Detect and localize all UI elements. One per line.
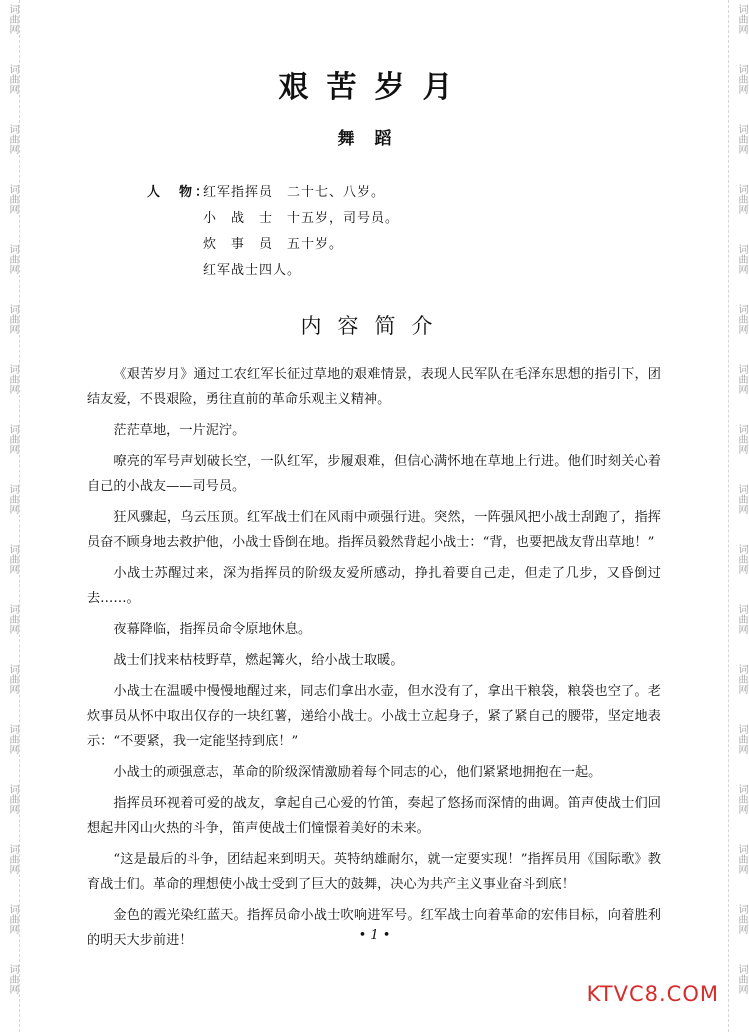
cast-entry: 红军战士四人。 bbox=[203, 263, 302, 278]
cast-entry: 红军指挥员 二十七、八岁。 bbox=[203, 185, 386, 200]
watermark-mark: 词曲网 bbox=[736, 604, 747, 634]
paragraph: 小战士在温暖中慢慢地醒过来，同志们拿出水壶，但水没有了，拿出干粮袋，粮袋也空了。老炊事员从怀中取出仅存的一块红薯，递给小战士。小战士立起身子，紧了紧自己的腰带，坚定地表示：“不要紧，我一定能坚持到底！” bbox=[87, 684, 661, 749]
watermark-mark: 词曲网 bbox=[736, 784, 747, 814]
paragraph: 茫茫草地，一片泥泞。 bbox=[113, 423, 246, 438]
watermark-mark: 词曲网 bbox=[7, 964, 18, 994]
watermark-mark: 词曲网 bbox=[736, 664, 747, 694]
cast-list bbox=[147, 180, 607, 284]
cast-row bbox=[147, 180, 607, 206]
watermark-mark: 词曲网 bbox=[7, 844, 18, 874]
watermark-mark: 词曲网 bbox=[7, 124, 18, 154]
watermark-mark: 词曲网 bbox=[7, 4, 18, 34]
watermark-mark: 词曲网 bbox=[736, 364, 747, 394]
watermark-mark: 词曲网 bbox=[736, 544, 747, 574]
cast-entry: 小 战 士 十五岁，司号员。 bbox=[203, 211, 400, 226]
left-margin-line bbox=[19, 0, 20, 1032]
watermark-mark: 词曲网 bbox=[736, 724, 747, 754]
watermark-mark: 词曲网 bbox=[7, 904, 18, 934]
paragraph: 金色的霞光染红蓝天。指挥员命小战士吹响进军号。红军战士向着革命的宏伟目标，向着胜利的明天大步前进！ bbox=[87, 908, 661, 948]
genre-label: 舞蹈 bbox=[337, 129, 412, 149]
watermark-mark: 词曲网 bbox=[7, 424, 18, 454]
watermark-mark: 词曲网 bbox=[736, 304, 747, 334]
watermark-mark: 词曲网 bbox=[736, 184, 747, 214]
watermark-mark: 词曲网 bbox=[7, 604, 18, 634]
section-title: 内容简介 bbox=[300, 314, 449, 338]
cast-row bbox=[147, 258, 607, 284]
watermark-mark: 词曲网 bbox=[7, 304, 18, 334]
paragraph: 战士们找来枯枝野草，燃起篝火，给小战士取暖。 bbox=[113, 653, 404, 668]
watermark-mark: 词曲网 bbox=[7, 364, 18, 394]
page-title: 艰苦岁月 bbox=[278, 70, 471, 105]
cast-row bbox=[147, 232, 607, 258]
watermark-mark: 词曲网 bbox=[7, 244, 18, 274]
paragraph: 夜幕降临，指挥员命令原地休息。 bbox=[113, 622, 312, 637]
right-watermark-column bbox=[731, 0, 747, 1032]
watermark-mark: 词曲网 bbox=[736, 844, 747, 874]
watermark-mark: 词曲网 bbox=[736, 424, 747, 454]
watermark-mark: 词曲网 bbox=[736, 244, 747, 274]
paragraph: 小战士的顽强意志，革命的阶级深情激励着每个同志的心，他们紧紧地拥抱在一起。 bbox=[113, 765, 602, 780]
watermark-mark: 词曲网 bbox=[736, 904, 747, 934]
watermark-mark: 词曲网 bbox=[7, 544, 18, 574]
paragraph: “这是最后的斗争，团结起来到明天。英特纳雄耐尔，就一定要实现！”指挥员用《国际歌》教育战士们。革命的理想使小战士受到了巨大的鼓舞，决心为共产主义事业奋斗到底！ bbox=[87, 852, 661, 892]
cast-label: 人 物： bbox=[147, 185, 212, 200]
paragraph: 狂风骤起，乌云压顶。红军战士们在风雨中顽强行进。突然，一阵强风把小战士刮跑了，指挥员奋不顾身地去救护他，小战士昏倒在地。指挥员毅然背起小战士：“背，也要把战友背出草地！” bbox=[87, 510, 661, 550]
synopsis-body bbox=[87, 362, 661, 959]
watermark-mark: 词曲网 bbox=[736, 4, 747, 34]
watermark-mark: 词曲网 bbox=[736, 964, 747, 994]
watermark-mark: 词曲网 bbox=[736, 484, 747, 514]
watermark-mark: 词曲网 bbox=[736, 64, 747, 94]
watermark-mark: 词曲网 bbox=[7, 724, 18, 754]
watermark-mark: 词曲网 bbox=[7, 784, 18, 814]
watermark-mark: 词曲网 bbox=[7, 184, 18, 214]
right-margin-line bbox=[728, 0, 729, 1032]
watermark-mark: 词曲网 bbox=[7, 484, 18, 514]
watermark-mark: 词曲网 bbox=[736, 124, 747, 154]
watermark-mark: 词曲网 bbox=[7, 664, 18, 694]
page-number: • 1 • bbox=[358, 928, 391, 943]
paragraph: 指挥员环视着可爱的战友，拿起自己心爱的竹笛，奏起了悠扬而深情的曲调。笛声使战士们回想起井冈山火热的斗争，笛声使战士们憧憬着美好的未来。 bbox=[87, 796, 661, 836]
watermark-mark: 词曲网 bbox=[7, 64, 18, 94]
left-watermark-column bbox=[2, 0, 18, 1032]
cast-entry: 炊 事 员 五十岁。 bbox=[203, 237, 344, 252]
cast-row bbox=[147, 206, 607, 232]
paragraph: 小战士苏醒过来，深为指挥员的阶级友爱所感动，挣扎着要自己走，但走了几步，又昏倒过去……。 bbox=[87, 566, 661, 606]
paragraph: 嘹亮的军号声划破长空，一队红军，步履艰难，但信心满怀地在草地上行进。他们时刻关心着自己的小战友——司号员。 bbox=[87, 454, 661, 494]
paragraph: 《艰苦岁月》通过工农红军长征过草地的艰难情景，表现人民军队在毛泽东思想的指引下，团结友爱，不畏艰险，勇往直前的革命乐观主义精神。 bbox=[87, 367, 661, 407]
site-logo: KTVC8.COM bbox=[586, 982, 719, 1006]
